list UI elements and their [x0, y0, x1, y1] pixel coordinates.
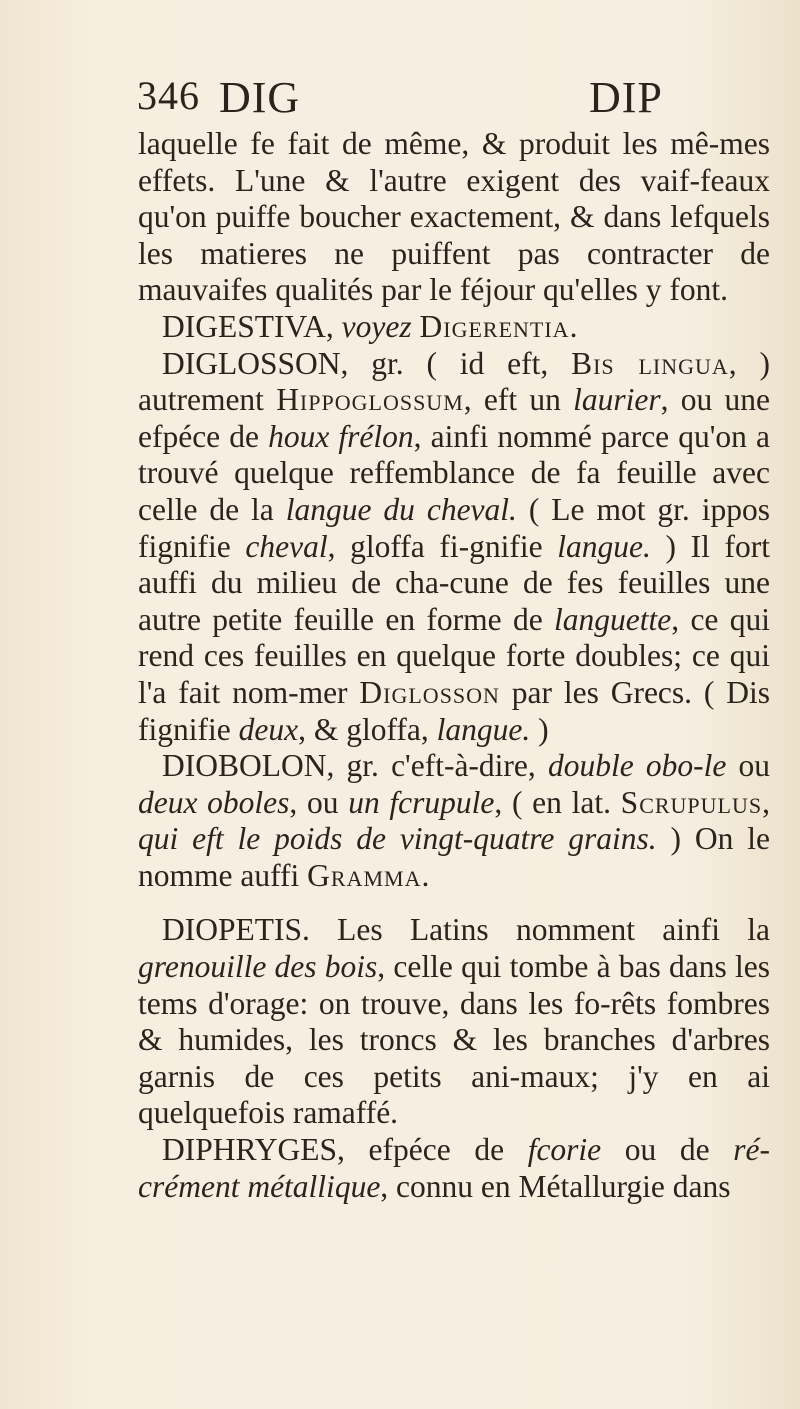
- entry-diopetis: [138, 912, 770, 1132]
- text-run: ou de: [601, 1132, 734, 1168]
- text-run: , ou: [289, 784, 349, 820]
- italic-run: qui eft le poids de vingt-quatre grains.: [138, 821, 657, 857]
- text-run: .: [421, 857, 430, 893]
- small-caps-run: Diglosson: [359, 674, 500, 710]
- italic-run: fcorie: [527, 1132, 602, 1168]
- text-run: DIGESTIVA,: [162, 308, 342, 344]
- paragraph-continuation: [138, 126, 770, 309]
- text-run: ) On le nomme auffi: [138, 821, 770, 893]
- italic-run: laurier: [573, 382, 661, 418]
- text-run: , & gloffa,: [298, 711, 437, 747]
- text-run: DIPHRYGES, efpéce de: [162, 1132, 528, 1168]
- italic-run: langue.: [436, 711, 531, 747]
- header-right-word: DIP: [589, 73, 663, 122]
- small-caps-run: Hippoglossum: [276, 382, 464, 418]
- text-run: ) Il fort auffi du milieu de cha-cune de fes feuilles une autre petite feuille en forme de: [138, 528, 771, 637]
- italic-run: ré-crément métallique: [138, 1132, 771, 1204]
- italic-run: grenouille des bois: [138, 949, 378, 985]
- text-run: ,: [762, 784, 770, 820]
- text-run: DIOBOLON, gr. c'eft-à-dire,: [162, 748, 548, 784]
- text-run: ( Le mot gr. ippos fignifie: [138, 491, 770, 564]
- italic-run: deux oboles: [138, 784, 290, 820]
- header-left-word: DIG: [219, 73, 301, 122]
- entry-digestiva: [138, 309, 770, 346]
- page-text: [138, 126, 770, 1205]
- italic-run: langue du cheval.: [285, 491, 517, 527]
- text-run: ): [530, 711, 549, 747]
- text-run: DIOPETIS. Les Latins nomment ainfi la: [162, 912, 770, 948]
- small-caps-run: Digerentia: [419, 308, 570, 344]
- small-caps-run: Gramma: [307, 857, 422, 893]
- running-header: [137, 72, 663, 122]
- entry-diglosson: [138, 346, 770, 749]
- entry-diobolon: [138, 748, 770, 894]
- italic-run: deux: [238, 711, 299, 747]
- text-run: par les Grecs. ( Dis fignifie: [138, 674, 770, 747]
- text-run: , ) autrement: [138, 345, 771, 418]
- text-run: ou: [726, 748, 770, 784]
- text-run: , ( en lat.: [494, 784, 621, 820]
- italic-run: houx frélon: [268, 418, 414, 454]
- text-run: , connu en Métallurgie dans: [380, 1168, 731, 1204]
- italic-run: double obo-le: [547, 748, 727, 784]
- small-caps-run: Bis lingua: [571, 345, 729, 381]
- italic-run: cheval: [245, 528, 328, 564]
- text-run: , eft un: [463, 382, 574, 418]
- italic-run: langue.: [557, 528, 651, 564]
- italic-run: voyez: [341, 308, 412, 344]
- text-run: .: [569, 308, 578, 344]
- text-run: , ou une efpéce de: [138, 382, 770, 454]
- text-run: , gloffa fi-gnifie: [327, 528, 558, 564]
- text-run: , ainfi nommé parce qu'on a trouvé quelque reffemblance de fa feuille avec celle de la: [138, 418, 770, 527]
- entry-diphryges: [138, 1132, 770, 1205]
- italic-run: un fcrupule: [348, 784, 495, 820]
- small-caps-run: Scrupulus: [620, 784, 763, 820]
- text-run: , celle qui tombe à bas dans les tems d'orage: on trouve, dans les fo-rêts fombres & humides, les troncs & les branches d'arbres garnis de ces petits ani-maux; j'y en ai quelquefois ramaffé.: [138, 949, 770, 1131]
- text-run: laquelle fe fait de même, & produit les mê-mes effets. L'une & l'autre exigent des vaif-feaux qu'on puiffe boucher exactement, & dans lefquels les matieres ne puiffent pas contracter de mauvaifes qualités par le féjour qu'elles y font.: [138, 126, 770, 308]
- italic-run: languette: [554, 601, 672, 637]
- text-run: DIGLOSSON, gr. ( id eft,: [162, 345, 572, 381]
- page-number: 346: [137, 73, 200, 118]
- text-run: [412, 309, 420, 344]
- text-run: , ce qui rend ces feuilles en quelque forte doubles; ce qui l'a fait nom-mer: [138, 601, 770, 710]
